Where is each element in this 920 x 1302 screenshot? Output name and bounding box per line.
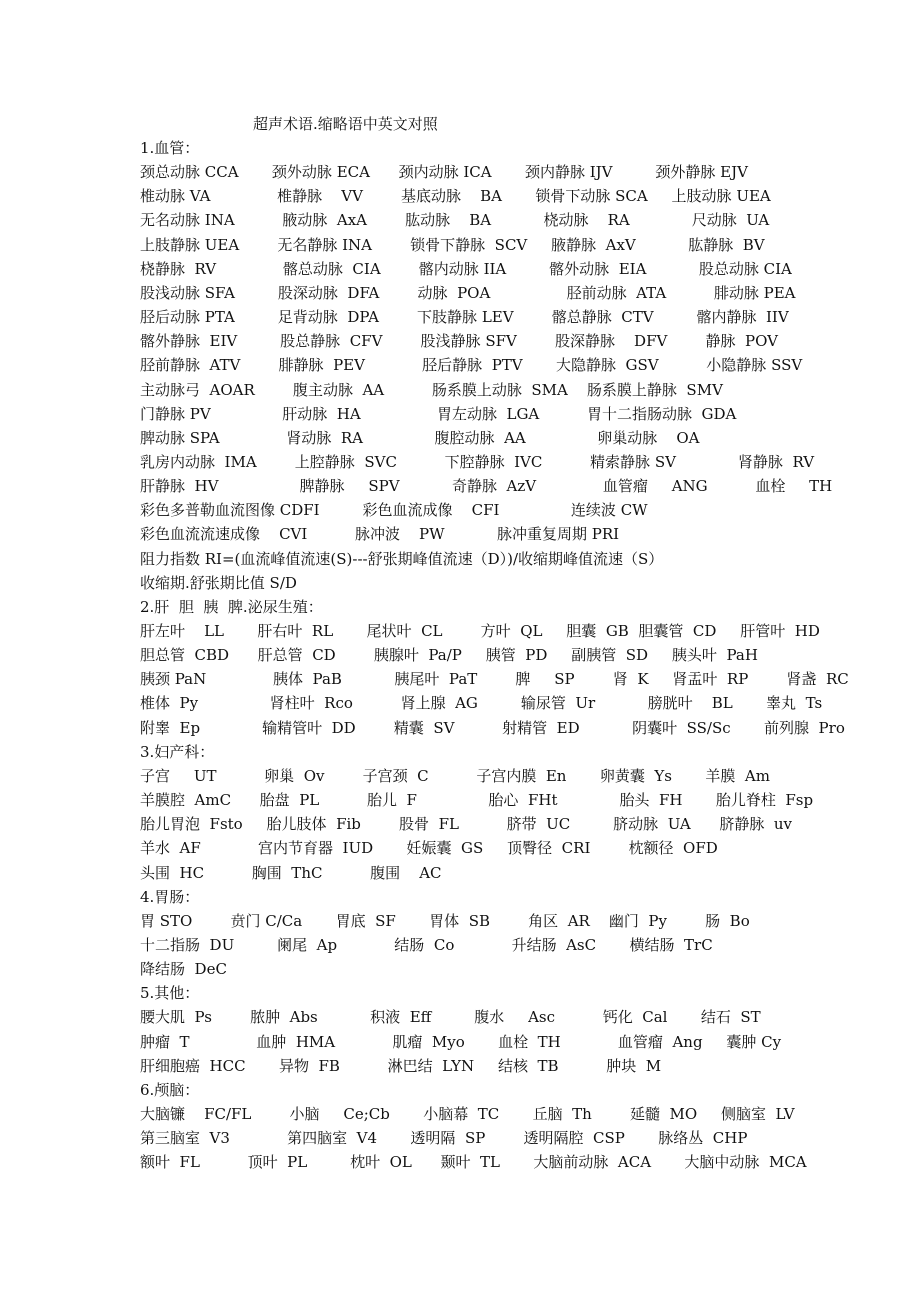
term-line: 羊膜腔 AmC 胎盘 PL 胎儿 F 胎心 FHt 胎头 FH 胎儿脊柱 Fsp <box>140 791 814 810</box>
term-line: 大脑镰 FC/FL 小脑 Ce;Cb 小脑幕 TC 丘脑 Th 延髓 MO 侧脑室 LV <box>140 1105 795 1123</box>
section-heading: 5.其他： <box>140 984 200 1003</box>
term-line: 彩色多普勒血流图像 CDFI 彩色血流成像 CFI 连续波 CW <box>140 501 648 520</box>
term-line: 无名动脉 INA 腋动脉 AxA 肱动脉 BA 桡动脉 RA 尺动脉 UA <box>140 211 770 230</box>
term-line: 主动脉弓 AOAR 腹主动脉 AA 肠系膜上动脉 SMA 肠系膜上静脉 SMV <box>140 380 723 399</box>
section-heading: 2.肝 胆 胰 脾.泌尿生殖： <box>140 597 323 616</box>
term-line: 肝细胞癌 HCC 异物 FB 淋巴结 LYN 结核 TB 肿块 M <box>140 1056 662 1075</box>
term-line: 胃 STO 贲门 C/Ca 胃底 SF 胃体 SB 角区 AR 幽门 Py 肠 Bo <box>140 911 750 930</box>
term-line: 胰颈 PaN 胰体 PaB 胰尾叶 PaT 脾 SP 肾 K 肾盂叶 RP 肾盏 RC <box>140 670 849 689</box>
term-line: 胫前静脉 ATV 腓静脉 PEV 胫后静脉 PTV 大隐静脉 GSV 小隐静脉 SSV <box>140 356 803 375</box>
term-line: 肝静脉 HV 脾静脉 SPV 奇静脉 AzV 血管瘤 ANG 血栓 TH <box>140 477 833 496</box>
term-line: 颈总动脉 CCA 颈外动脉 ECA 颈内动脉 ICA 颈内静脉 IJV 颈外静脉 EJV <box>140 163 748 182</box>
term-line: 髂外静脉 EIV 股总静脉 CFV 股浅静脉 SFV 股深静脉 DFV 静脉 POV <box>140 332 778 351</box>
term-line: 羊水 AF 宫内节育器 IUD 妊娠囊 GS 顶臀径 CRI 枕额径 OFD <box>140 839 718 858</box>
term-line: 阻力指数 RI=(血流峰值流速(S)---舒张期峰值流速（D）)/收缩期峰值流速（S） <box>140 549 664 568</box>
term-line: 彩色血流流速成像 CVI 脉冲波 PW 脉冲重复周期 PRI <box>140 525 620 544</box>
term-line: 收缩期.舒张期比值 S/D <box>140 573 297 592</box>
term-line: 乳房内动脉 IMA 上腔静脉 SVC 下腔静脉 IVC 精索静脉 SV 肾静脉 RV <box>140 452 815 471</box>
term-line: 肿瘤 T 血肿 HMA 肌瘤 Myo 血栓 TH 血管瘤 Ang 囊肿 Cy <box>140 1032 782 1051</box>
term-line: 椎体 Py 肾柱叶 Rco 肾上腺 AG 输尿管 Ur 膀胱叶 BL 睾丸 Ts <box>140 694 823 713</box>
term-line: 桡静脉 RV 髂总动脉 CIA 髂内动脉 IIA 髂外动脉 EIA 股总动脉 CIA <box>140 259 792 278</box>
page-title: 超声术语.缩略语中英文对照 <box>253 115 438 133</box>
term-line: 胫后动脉 PTA 足背动脉 DPA 下肢静脉 LEV 髂总静脉 CTV 髂内静脉 IIV <box>140 308 789 327</box>
term-line: 降结肠 DeC <box>140 960 227 979</box>
term-line: 胎儿胃泡 Fsto 胎儿肢体 Fib 股骨 FL 脐带 UC 脐动脉 UA 脐静脉 uv <box>140 815 793 834</box>
term-line: 第三脑室 V3 第四脑室 V4 透明隔 SP 透明隔腔 CSP 脉络丛 CHP <box>140 1129 748 1148</box>
term-line: 股浅动脉 SFA 股深动脉 DFA 动脉 POA 胫前动脉 ATA 腓动脉 PEA <box>140 283 796 302</box>
section-heading: 1.血管： <box>140 139 200 157</box>
term-line: 十二指肠 DU 阑尾 Ap 结肠 Co 升结肠 AsC 横结肠 TrC <box>140 935 713 954</box>
term-line: 头围 HC 胸围 ThC 腹围 AC <box>140 863 442 882</box>
term-line: 椎动脉 VA 椎静脉 VV 基底动脉 BA 锁骨下动脉 SCA 上肢动脉 UEA <box>140 187 771 206</box>
section-heading: 3.妇产科： <box>140 742 215 761</box>
term-line: 额叶 FL 顶叶 PL 枕叶 OL 颞叶 TL 大脑前动脉 ACA 大脑中动脉 MCA <box>140 1153 807 1172</box>
section-heading: 4.胃肠： <box>140 887 200 906</box>
term-line: 子宫 UT 卵巢 Ov 子宫颈 C 子宫内膜 En 卵黄囊 Ys 羊膜 Am <box>140 766 770 785</box>
term-line: 门静脉 PV 肝动脉 HA 胃左动脉 LGA 胃十二指肠动脉 GDA <box>140 404 737 423</box>
term-line: 附睾 Ep 输精管叶 DD 精囊 SV 射精管 ED 阴囊叶 SS/Sc 前列腺 Pro <box>140 718 845 737</box>
term-line: 肝左叶 LL 肝右叶 RL 尾状叶 CL 方叶 QL 胆囊 GB 胆囊管 CD 肝管叶 HD <box>140 622 820 640</box>
term-line: 胆总管 CBD 肝总管 CD 胰腺叶 Pa/P 胰管 PD 副胰管 SD 胰头叶 PaH <box>140 646 758 665</box>
term-line: 上肢静脉 UEA 无名静脉 INA 锁骨下静脉 SCV 腋静脉 AxV 肱静脉 BV <box>140 235 765 254</box>
term-line: 脾动脉 SPA 肾动脉 RA 腹腔动脉 AA 卵巢动脉 OA <box>140 428 700 447</box>
section-heading: 6.颅脑： <box>140 1080 200 1099</box>
term-line: 腰大肌 Ps 脓肿 Abs 积液 Eff 腹水 Asc 钙化 Cal 结石 ST <box>140 1008 761 1027</box>
